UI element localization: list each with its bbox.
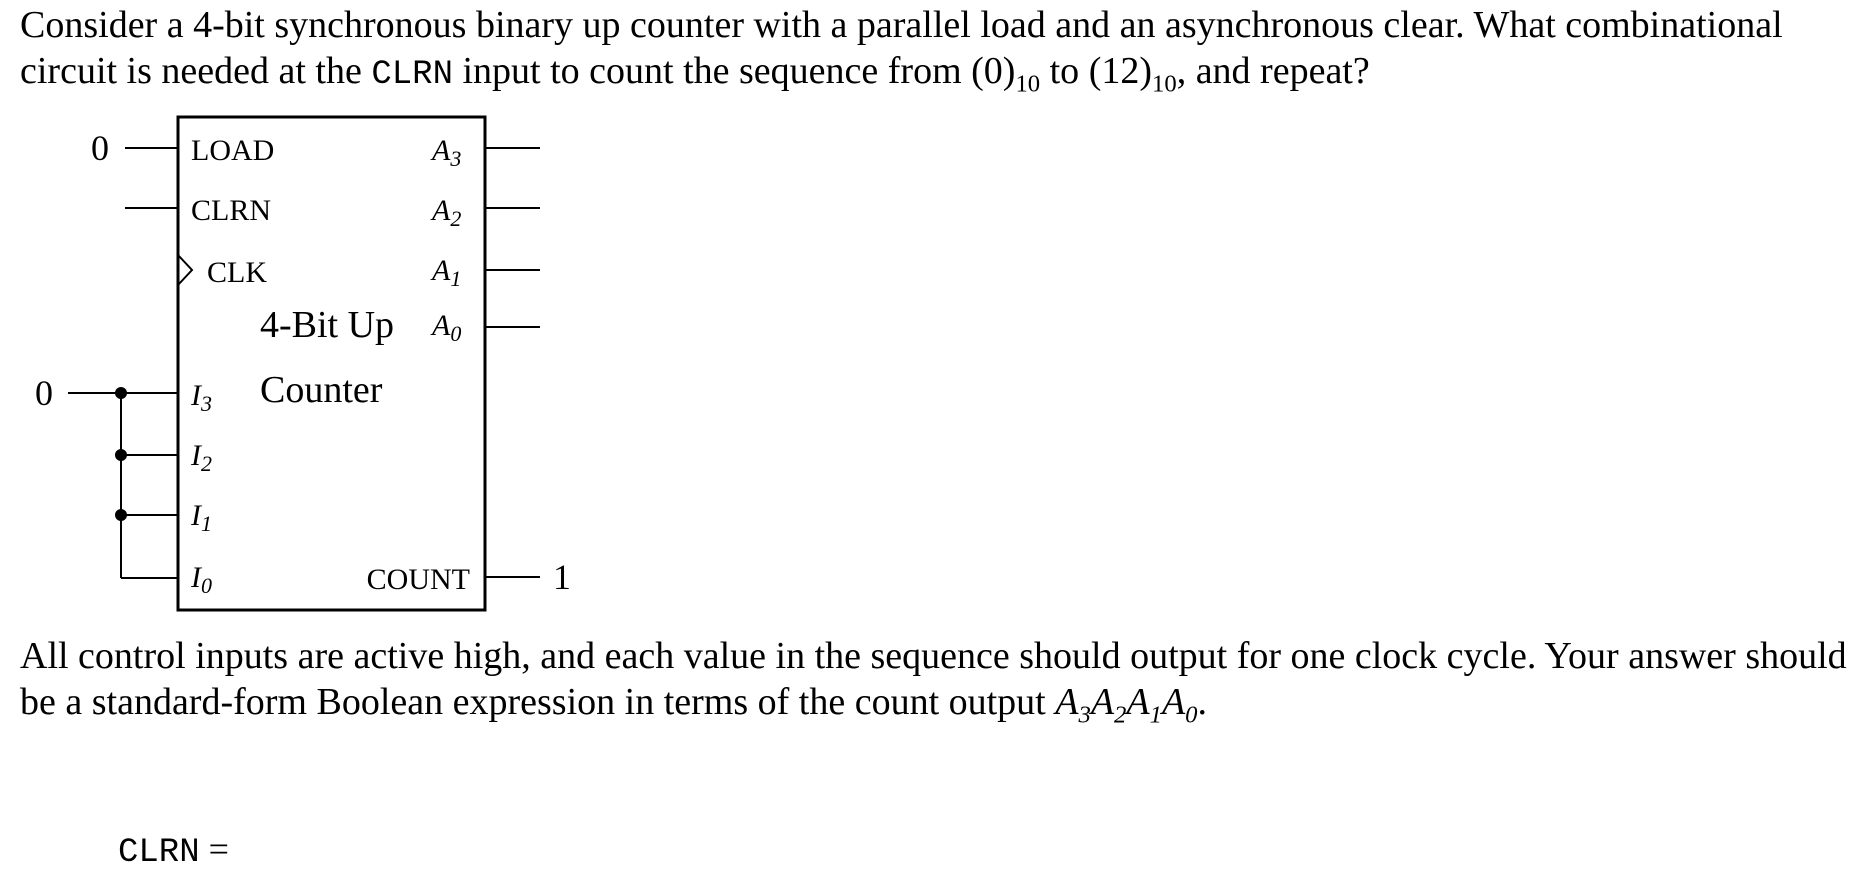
instructions-end: . — [1197, 681, 1207, 723]
input-label-i2: $I_2$ — [191, 439, 212, 476]
input-label-i0: $I_0$ — [191, 561, 212, 598]
load-label: LOAD — [191, 134, 275, 167]
input-label-i3: $I_3$ — [191, 379, 212, 416]
junction-dot-i1 — [115, 509, 127, 521]
junction-dot-i2 — [115, 449, 127, 461]
range-end: (12) — [1088, 50, 1152, 92]
block-title-line1: 4-Bit Up — [260, 304, 395, 346]
answer-clrn-code: CLRN — [118, 834, 200, 872]
count-value: 1 — [553, 557, 571, 597]
expr-a1: $A_1$ — [1126, 681, 1162, 729]
load-value: 0 — [91, 128, 109, 168]
question-intro-part1: Consider a 4-bit synchronous binary up counter with a parallel load and an asynchronous clear. What combinational circuit is needed at the — [20, 4, 1783, 92]
counter-diagram — [0, 105, 600, 615]
output-label-a0: $A_0$ — [432, 309, 462, 346]
output-label-a3: $A_3$ — [432, 134, 462, 171]
output-label-a2: $A_2$ — [432, 194, 462, 231]
expr-a3: $A_3$ — [1055, 681, 1091, 729]
junction-dot-i3 — [115, 387, 127, 399]
range-start-base: 10 — [1015, 70, 1041, 98]
question-text — [20, 2, 1860, 98]
block-title-line2: Counter — [260, 369, 383, 411]
question-intro-end: , and repeat? — [1176, 50, 1370, 92]
output-label-a1: $A_1$ — [432, 254, 462, 291]
clk-label: CLK — [207, 256, 267, 289]
input-label-i1: $I_1$ — [191, 499, 212, 536]
clock-triangle — [178, 255, 192, 285]
range-start: (0) — [971, 50, 1016, 92]
data-input-value: 0 — [35, 373, 53, 413]
instructions-body: All control inputs are active high, and each value in the sequence should output for one clock cycle. Your answer should be a standard-form Boolean expression in terms of the count output — [20, 635, 1847, 723]
range-to: to — [1040, 50, 1089, 92]
range-end-base: 10 — [1152, 70, 1177, 98]
answer-label — [118, 828, 229, 872]
question-clrn-code: CLRN — [371, 56, 453, 94]
expr-a2: $A_2$ — [1090, 681, 1127, 729]
clrn-label: CLRN — [191, 194, 272, 227]
question-intro-part2: input to count the sequence from — [452, 50, 972, 92]
expr-a0: $A_0$ — [1161, 681, 1198, 729]
instructions-text — [20, 633, 1860, 729]
count-label: COUNT — [366, 563, 470, 596]
counter-block — [178, 117, 485, 610]
answer-equals: = — [199, 829, 229, 869]
